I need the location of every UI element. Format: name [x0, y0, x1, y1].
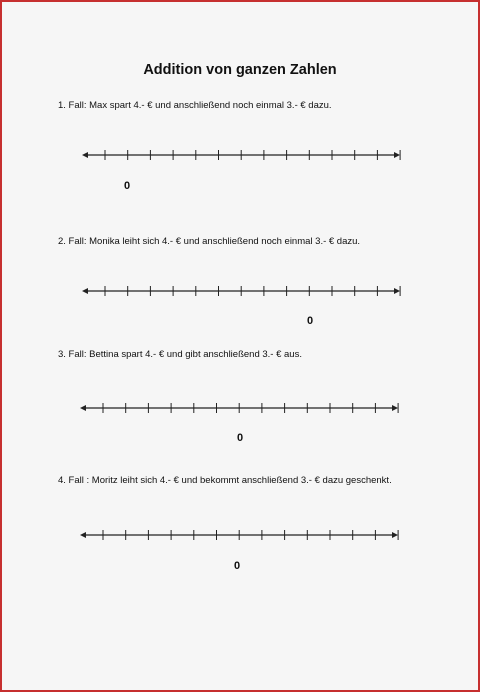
- left-arrow-icon: [80, 532, 86, 538]
- case-4-zero-label: 0: [234, 560, 241, 572]
- worksheet-page: [2, 2, 478, 690]
- case-3-text: 3. Fall: Bettina spart 4.- € und gibt anschließend 3.- € aus.: [58, 349, 302, 360]
- case-1-text: 1. Fall: Max spart 4.- € und anschließend noch einmal 3.- € dazu.: [58, 100, 332, 111]
- case-2-text: 2. Fall: Monika leiht sich 4.- € und anschließend noch einmal 3.- € dazu.: [58, 236, 361, 247]
- page-title: Addition von ganzen Zahlen: [143, 62, 337, 78]
- case-2-zero-label: 0: [307, 315, 314, 327]
- case-1-zero-label: 0: [124, 180, 131, 192]
- case-4-number-line: [2, 2, 478, 692]
- case-4-text: 4. Fall : Moritz leiht sich 4.- € und bekommt anschließend 3.- € dazu geschenkt.: [58, 475, 392, 486]
- case-3-zero-label: 0: [237, 432, 244, 444]
- right-arrow-icon: [392, 532, 398, 538]
